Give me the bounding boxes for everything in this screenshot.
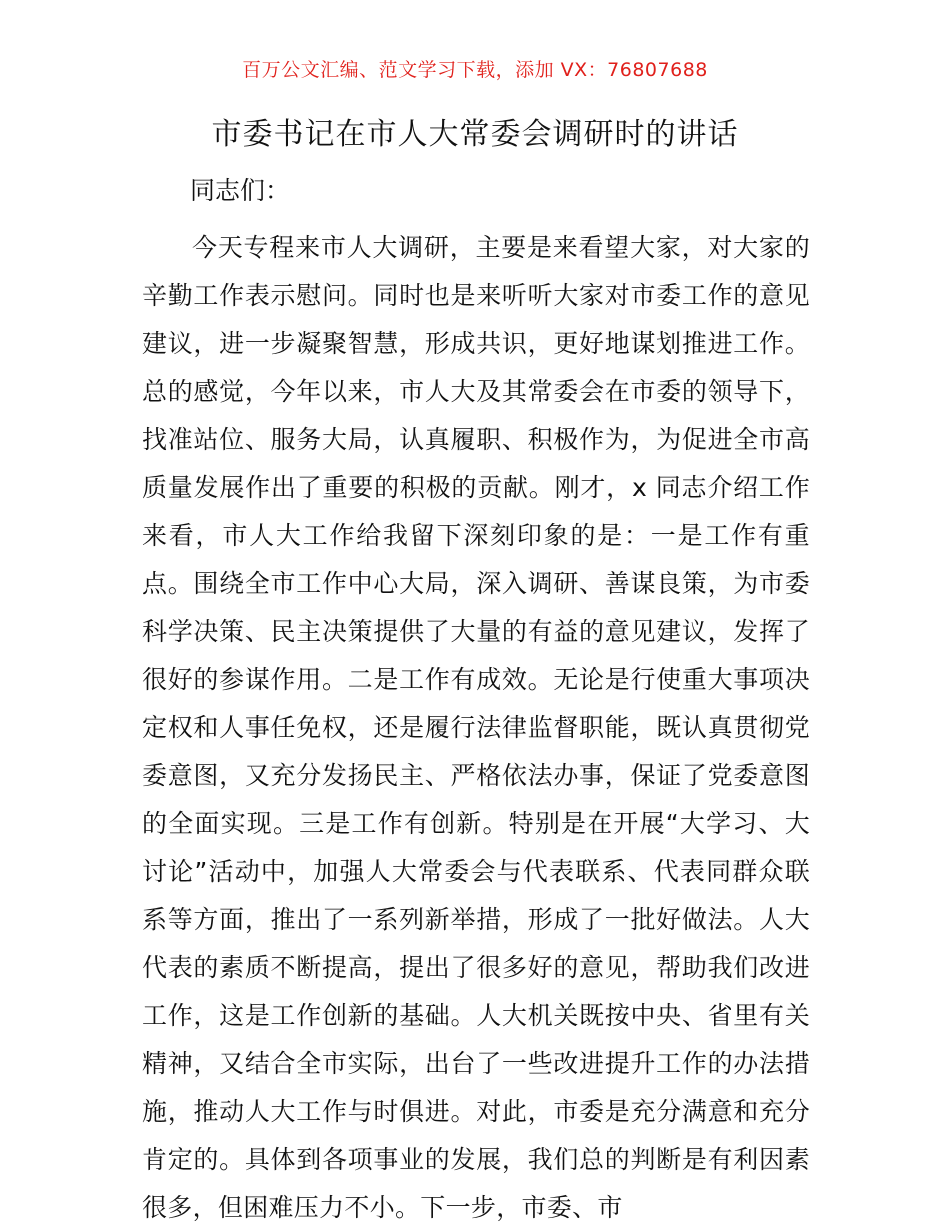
salutation: 同志们： bbox=[190, 176, 291, 205]
body-paragraph: 今天专程来市人大调研，主要是来看望大家，对大家的辛勤工作表示慰问。同时也是来听听大家对市委工作的意见建议，进一步凝聚智慧，形成共识，更好地谋划推进工作。总的感觉，今年以来，市人大及其常委会在市委的领导下，找准站位、服务大局，认真履职、积极作为，为促进全市高质量发展作出了重要的积极的贡献。刚才，x 同志介绍工作来看，市人大工作给我留下深刻印象的是：一是工作有重点。围绕全市工作中心大局，深入调研、善谋良策，为市委科学决策、民主决策提供了大量的有益的意见建议，发挥了很好的参谋作用。二是工作有成效。无论是行使重大事项决定权和人事任免权，还是履行法律监督职能，既认真贯彻党委意图，又充分发扬民主、严格依法办事，保证了党委意图的全面实现。三是工作有创新。特别是在开展“大学习、大讨论”活动中，加强人大常委会与代表联系、代表同群众联系等方面，推出了一系列新举措，形成了一批好做法。人大代表的素质不断提高，提出了很多好的意见，帮助我们改进工作，这是工作创新的基础。人大机关既按中央、省里有关精神，又结合全市实际，出台了一些改进提升工作的办法措施，推动人大工作与时俱进。对此，市委是充分满意和充分肯定的。具体到各项事业的发展，我们总的判断是有利因素很多，但困难压力不小。下一步，市委、市 bbox=[142, 233, 810, 1222]
document-title: 市委书记在市人大常委会调研时的讲话 bbox=[211, 117, 739, 152]
header-promo-note: 百万公文汇编、范文学习下载，添加 VX：76807688 bbox=[242, 59, 708, 81]
